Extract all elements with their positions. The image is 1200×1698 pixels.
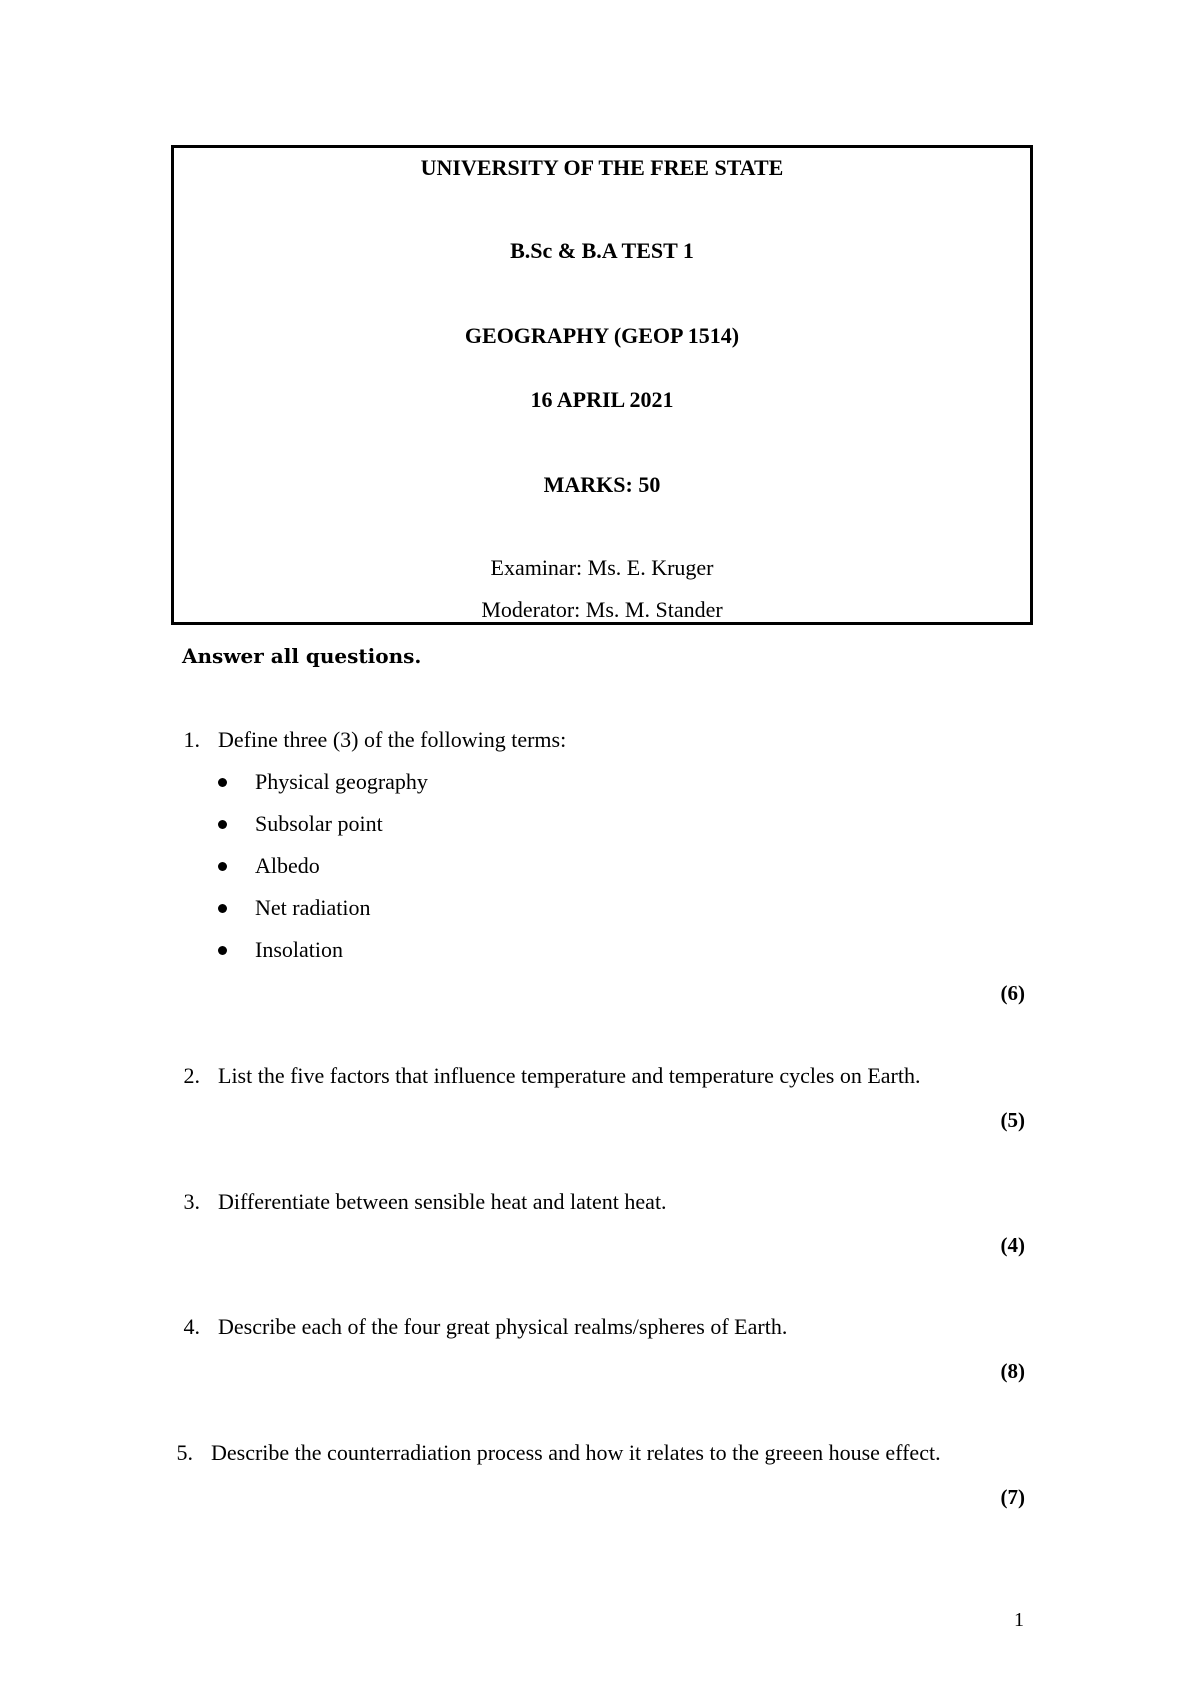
instruction-text: Answer all questions. xyxy=(182,644,422,668)
question-number: 1. xyxy=(183,727,200,752)
question-text: Describe each of the four great physical realms/spheres of Earth. xyxy=(218,1314,788,1339)
bullet-icon xyxy=(218,778,227,787)
moderator-name: Moderator: Ms. M. Stander xyxy=(481,597,723,622)
total-marks: MARKS: 50 xyxy=(543,472,661,497)
question-text: List the five factors that influence temperature and temperature cycles on Earth. xyxy=(218,1063,921,1088)
page-number: 1 xyxy=(1014,1609,1024,1631)
question-3-marks: (4) xyxy=(1000,1233,1025,1257)
question-5-marks: (7) xyxy=(1000,1485,1025,1509)
question-1-marks: (6) xyxy=(1000,981,1025,1005)
test-name: B.Sc & B.A TEST 1 xyxy=(510,238,694,263)
bullet-icon xyxy=(218,862,227,871)
question-text: Describe the counterradiation process and how it relates to the greeen house effect. xyxy=(211,1440,941,1465)
question-number: 4. xyxy=(183,1314,200,1339)
list-item-text: Albedo xyxy=(255,853,320,878)
question-4-marks: (8) xyxy=(1000,1359,1025,1383)
bullet-icon xyxy=(218,946,227,955)
question-2-marks: (5) xyxy=(1000,1108,1025,1132)
exam-header-box xyxy=(171,145,1033,625)
list-item-text: Insolation xyxy=(255,937,343,962)
examiner-name: Examinar: Ms. E. Kruger xyxy=(490,555,714,580)
question-number: 2. xyxy=(183,1063,200,1088)
institution-name: UNIVERSITY OF THE FREE STATE xyxy=(420,155,784,180)
subject-title: GEOGRAPHY (GEOP 1514) xyxy=(464,323,740,348)
question-number: 5. xyxy=(176,1440,193,1465)
question-text: Define three (3) of the following terms: xyxy=(218,727,567,752)
list-item-text: Physical geography xyxy=(255,769,428,794)
list-item-text: Subsolar point xyxy=(255,811,383,836)
bullet-icon xyxy=(218,820,227,829)
question-text: Differentiate between sensible heat and latent heat. xyxy=(218,1189,667,1214)
exam-date: 16 APRIL 2021 xyxy=(530,387,674,412)
question-number: 3. xyxy=(183,1189,200,1214)
bullet-icon xyxy=(218,904,227,913)
list-item-text: Net radiation xyxy=(255,895,371,920)
